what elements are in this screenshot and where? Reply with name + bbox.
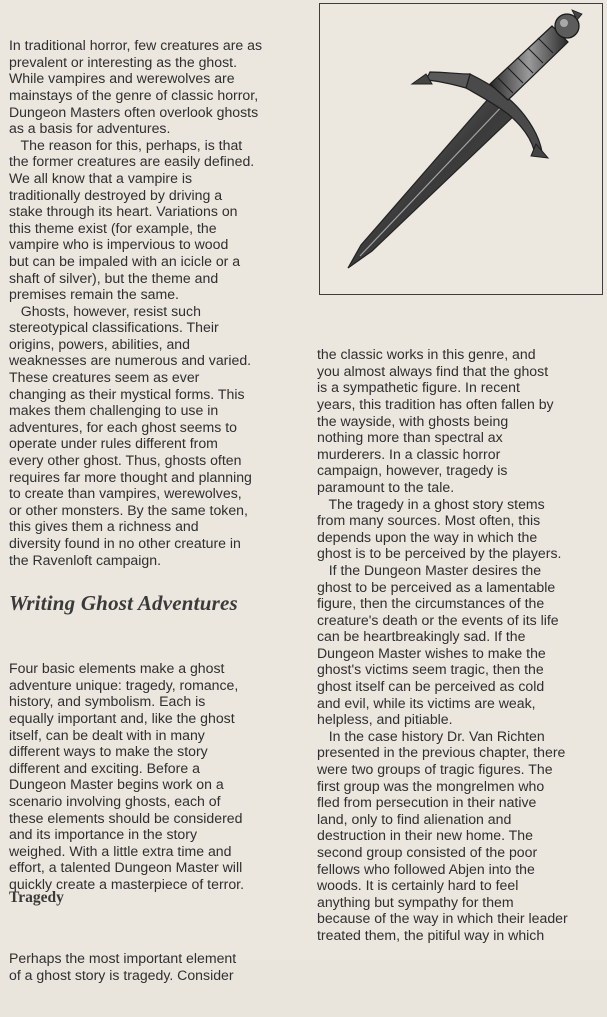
text-line: These creatures seem as ever bbox=[9, 369, 200, 386]
text-line: this gives them a richness and bbox=[9, 518, 199, 535]
text-line: treated them, the pitiful way in which bbox=[317, 926, 545, 943]
right-text bbox=[317, 346, 602, 943]
text-line: ghost itself can be perceived as cold bbox=[317, 678, 545, 695]
text-line: figure, then the circumstances of the bbox=[317, 595, 545, 612]
text-line: or other monsters. By the same token, bbox=[9, 501, 248, 518]
text-line: We all know that a vampire is bbox=[9, 169, 193, 186]
tragedy-body bbox=[9, 917, 295, 1017]
text-line: weaknesses are numerous and varied. bbox=[9, 352, 252, 369]
section-body bbox=[9, 627, 295, 926]
text-line: prevalent or interesting as the ghost. bbox=[9, 53, 237, 70]
text-line: these elements should be considered bbox=[9, 809, 243, 826]
text-line: anything but sympathy for them bbox=[317, 893, 514, 910]
text-line: makes them challenging to use in bbox=[9, 402, 219, 419]
text-line: premises remain the same. bbox=[9, 286, 179, 303]
text-line: different and exciting. Before a bbox=[9, 759, 200, 776]
text-line: from many sources. Most often, this bbox=[317, 512, 541, 529]
tragedy-subheading: Tragedy bbox=[9, 889, 64, 906]
text-line: different ways to make the story bbox=[9, 743, 208, 760]
text-line: history, and symbolism. Each is bbox=[9, 693, 206, 710]
text-line: equally important and, like the ghost bbox=[9, 709, 235, 726]
right-column bbox=[317, 313, 602, 977]
dagger-pommel bbox=[555, 10, 582, 38]
text-line: mainstays of the genre of classic horror, bbox=[9, 86, 259, 103]
dagger-icon bbox=[320, 4, 601, 293]
text-line: the wayside, with ghosts being bbox=[317, 412, 509, 429]
text-line: can be heartbreakingly sad. If the bbox=[317, 628, 526, 645]
text-line: first group was the mongrelmen who bbox=[317, 777, 545, 794]
text-line: the former creatures are easily defined. bbox=[9, 153, 255, 170]
text-line: to create than vampires, werewolves, bbox=[9, 485, 242, 502]
text-line: destruction in their new home. The bbox=[317, 827, 533, 844]
text-line: requires far more thought and planning bbox=[9, 468, 252, 485]
text-line: but can be impaled with an icicle or a bbox=[9, 252, 241, 269]
text-line: this theme exist (for example, the bbox=[9, 219, 217, 236]
text-line: were two groups of tragic figures. The bbox=[317, 761, 553, 778]
text-line: quickly create a masterpiece of terror. bbox=[9, 875, 244, 892]
text-line: ghost to be perceived as a lamentable bbox=[317, 578, 556, 595]
text-line: fellows who followed Abjen into the bbox=[317, 860, 535, 877]
dagger-illustration bbox=[319, 3, 603, 295]
text-line: and its importance in the story bbox=[9, 826, 198, 843]
text-line: In traditional horror, few creatures are as bbox=[9, 37, 263, 54]
text-line: campaign, however, tragedy is bbox=[317, 462, 508, 479]
text-line: land, only to find alienation and bbox=[317, 810, 512, 827]
text-line: second group consisted of the poor bbox=[317, 844, 538, 860]
text-line: every other ghost. Thus, ghosts often bbox=[9, 452, 242, 469]
dagger-grip bbox=[490, 26, 568, 100]
text-line: operate under rules different from bbox=[9, 435, 218, 452]
text-line: the classic works in this genre, and bbox=[317, 346, 536, 363]
text-line: nothing more than spectral ax bbox=[317, 429, 503, 446]
text-line: ghost's victims seem tragic, then the bbox=[317, 661, 544, 678]
dagger-blade bbox=[348, 90, 518, 268]
text-line: Dungeon Master wishes to make the bbox=[317, 644, 546, 661]
text-line: ghost is to be perceived by the players. bbox=[317, 545, 562, 562]
text-line: depends upon the way in which the bbox=[317, 528, 538, 545]
text-line: Dungeon Masters often overlook ghosts bbox=[9, 103, 259, 120]
text-line: Ghosts, however, resist such bbox=[9, 302, 201, 319]
text-line: If the Dungeon Master desires the bbox=[317, 561, 542, 578]
text-line: stake through its heart. Variations on bbox=[9, 203, 238, 220]
text-line: Dungeon Master begins work on a bbox=[9, 776, 224, 793]
text-line: you almost always find that the ghost bbox=[317, 362, 549, 379]
text-line: traditionally destroyed by driving a bbox=[9, 186, 223, 203]
text-line: vampire who is impervious to wood bbox=[9, 236, 229, 253]
text-line: scenario involving ghosts, each of bbox=[9, 792, 221, 809]
text-line: Perhaps the most important element bbox=[9, 950, 237, 967]
text-line: origins, powers, abilities, and bbox=[9, 335, 190, 352]
text-line: shaft of silver), but the theme and bbox=[9, 269, 219, 286]
section-heading: Writing Ghost Adventures bbox=[9, 591, 238, 615]
text-line: woods. It is certainly hard to feel bbox=[317, 877, 519, 894]
text-line: adventures, for each ghost seems to bbox=[9, 418, 237, 435]
text-line: helpless, and pitiable. bbox=[317, 711, 453, 728]
text-line: is a sympathetic figure. In recent bbox=[317, 379, 520, 396]
text-line: itself, can be dealt with in many bbox=[9, 726, 205, 743]
text-line: the Ravenloft campaign. bbox=[9, 551, 161, 568]
text-line: In the case history Dr. Van Richten bbox=[317, 727, 545, 744]
text-line: because of the way in which their leader bbox=[317, 910, 568, 927]
left-column bbox=[9, 4, 295, 601]
text-line: presented in the previous chapter, there bbox=[317, 744, 566, 761]
text-line: as a basis for adventures. bbox=[9, 120, 171, 137]
text-line: years, this tradition has often fallen by bbox=[317, 395, 554, 412]
text-line: weighed. With a little extra time and bbox=[9, 842, 232, 859]
text-line: changing as their mystical forms. This bbox=[9, 385, 245, 402]
text-line: The reason for this, perhaps, is that bbox=[9, 136, 243, 153]
intro-text bbox=[9, 37, 295, 568]
text-line: While vampires and werewolves are bbox=[9, 70, 235, 87]
text-line: and evil, while its victims are weak, bbox=[317, 694, 536, 711]
section-text bbox=[9, 660, 295, 892]
text-line: murderers. In a classic horror bbox=[317, 445, 501, 462]
text-line: diversity found in no other creature in bbox=[9, 535, 241, 551]
text-line: fled from persecution in their native bbox=[317, 794, 537, 811]
tragedy-text bbox=[9, 950, 295, 983]
text-line: Four basic elements make a ghost bbox=[9, 660, 225, 677]
text-line: of a ghost story is tragedy. Consider bbox=[9, 966, 234, 983]
text-line: adventure unique: tragedy, romance, bbox=[9, 676, 239, 693]
text-line: paramount to the tale. bbox=[317, 478, 455, 495]
text-line: The tragedy in a ghost story stems bbox=[317, 495, 545, 512]
text-line: stereotypical classifications. Their bbox=[9, 319, 219, 336]
text-line: creature's death or the events of its life bbox=[317, 611, 559, 628]
text-line: effort, a talented Dungeon Master will bbox=[9, 859, 243, 876]
